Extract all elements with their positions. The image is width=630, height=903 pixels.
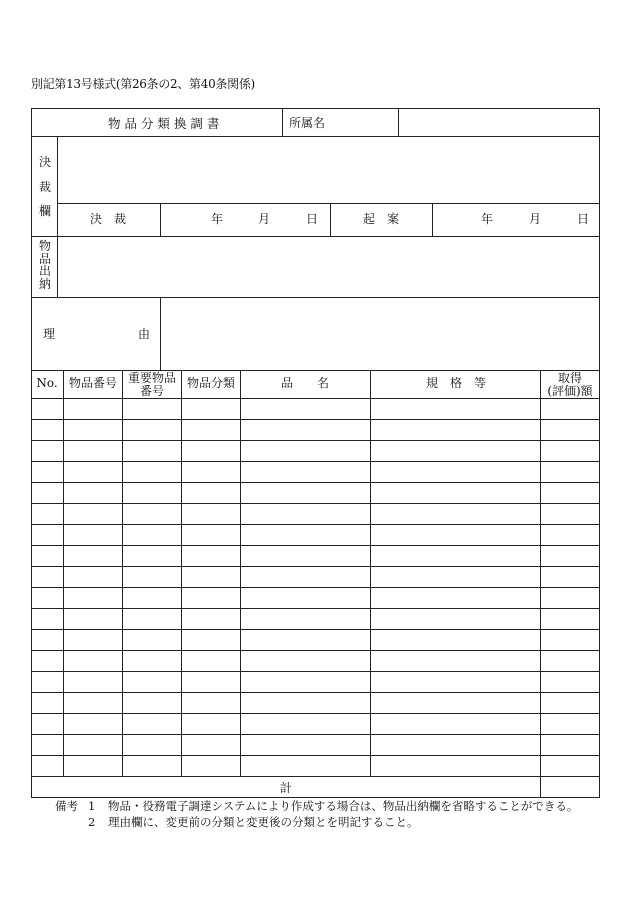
form-title: 物 品 分 類 換 調 書 [108, 116, 220, 131]
col-header-no: No. [36, 376, 58, 390]
grid-line [31, 503, 600, 504]
kian-year: 年 [481, 212, 494, 226]
delivery-label-char: 物 [38, 239, 51, 253]
kessai-label: 決 裁 [90, 212, 127, 226]
notes-heading: 備考 [55, 799, 78, 813]
note-text: 理由欄に、変更前の分類と変更後の分類とを明記すること。 [108, 814, 419, 829]
approval-section-label [37, 155, 53, 220]
divider [432, 203, 433, 236]
grid-line [240, 370, 241, 776]
delivery-label-char: 出 [38, 264, 51, 279]
grid-line [63, 370, 64, 776]
kessai-year: 年 [211, 212, 224, 226]
divider [398, 108, 399, 136]
grid-line [31, 482, 600, 483]
col-header-spec: 規 格 等 [425, 376, 487, 390]
delivery-label-char: 納 [38, 276, 51, 291]
note-number: 2 [88, 814, 96, 829]
col-header-amount-2: (評価)額 [547, 384, 593, 398]
approval-label-char: 決 [38, 155, 51, 169]
note-item [55, 799, 578, 815]
grid-line [31, 587, 600, 588]
divider [57, 236, 58, 297]
grid-line [181, 370, 182, 776]
col-header-item-number: 物品番号 [68, 376, 118, 390]
grid-line [31, 608, 600, 609]
col-header-name: 品 名 [280, 376, 330, 390]
note-number: 1 [88, 799, 96, 813]
grid-line [31, 671, 600, 672]
divider [31, 136, 600, 137]
note-text: 物品・役務電子調達システムにより作成する場合は、物品出納欄を省略することができる。 [108, 799, 579, 813]
divider [330, 203, 331, 236]
divider [31, 297, 600, 298]
grid-line [122, 370, 123, 776]
divider [31, 236, 600, 237]
kian-month: 月 [529, 212, 542, 226]
grid-line [31, 398, 600, 399]
approval-label-char: 欄 [38, 204, 51, 219]
grid-line [540, 370, 541, 798]
grid-line [31, 461, 600, 462]
grid-line [31, 734, 600, 735]
col-header-important-number-2: 番号 [139, 384, 165, 398]
grid-line [31, 545, 600, 546]
reason-label-left: 理 [43, 327, 56, 341]
kian-day: 日 [577, 212, 590, 226]
grid-line [31, 755, 600, 756]
total-label: 計 [279, 781, 293, 795]
grid-line [31, 629, 600, 630]
kian-label: 起 案 [363, 212, 400, 226]
grid-line [31, 650, 600, 651]
grid-line [370, 370, 371, 776]
form-caption: 別記第13号様式(第26条の2、第40条関係) [31, 77, 255, 91]
divider [31, 370, 600, 371]
divider [57, 203, 600, 204]
divider [160, 297, 161, 370]
grid-line [31, 419, 600, 420]
divider [282, 108, 283, 136]
grid-line [31, 524, 600, 525]
grid-line [31, 692, 600, 693]
grid-line [31, 566, 600, 567]
notes [55, 799, 578, 831]
note-item [55, 815, 578, 831]
kessai-day: 日 [306, 212, 319, 226]
col-header-category: 物品分類 [186, 376, 236, 390]
delivery-label-char: 品 [38, 251, 51, 266]
grid-line [31, 713, 600, 714]
divider [57, 136, 58, 236]
grid-line [31, 776, 600, 777]
reason-label-right: 由 [138, 327, 151, 341]
affiliation-label: 所属名 [289, 116, 326, 130]
col-header-amount: 取得 [557, 371, 583, 385]
col-header-important-number: 重要物品 [127, 371, 177, 385]
kessai-month: 月 [258, 212, 271, 226]
approval-label-char: 裁 [38, 179, 51, 194]
delivery-section-label [37, 240, 53, 290]
grid-line [31, 440, 600, 441]
divider [160, 203, 161, 236]
